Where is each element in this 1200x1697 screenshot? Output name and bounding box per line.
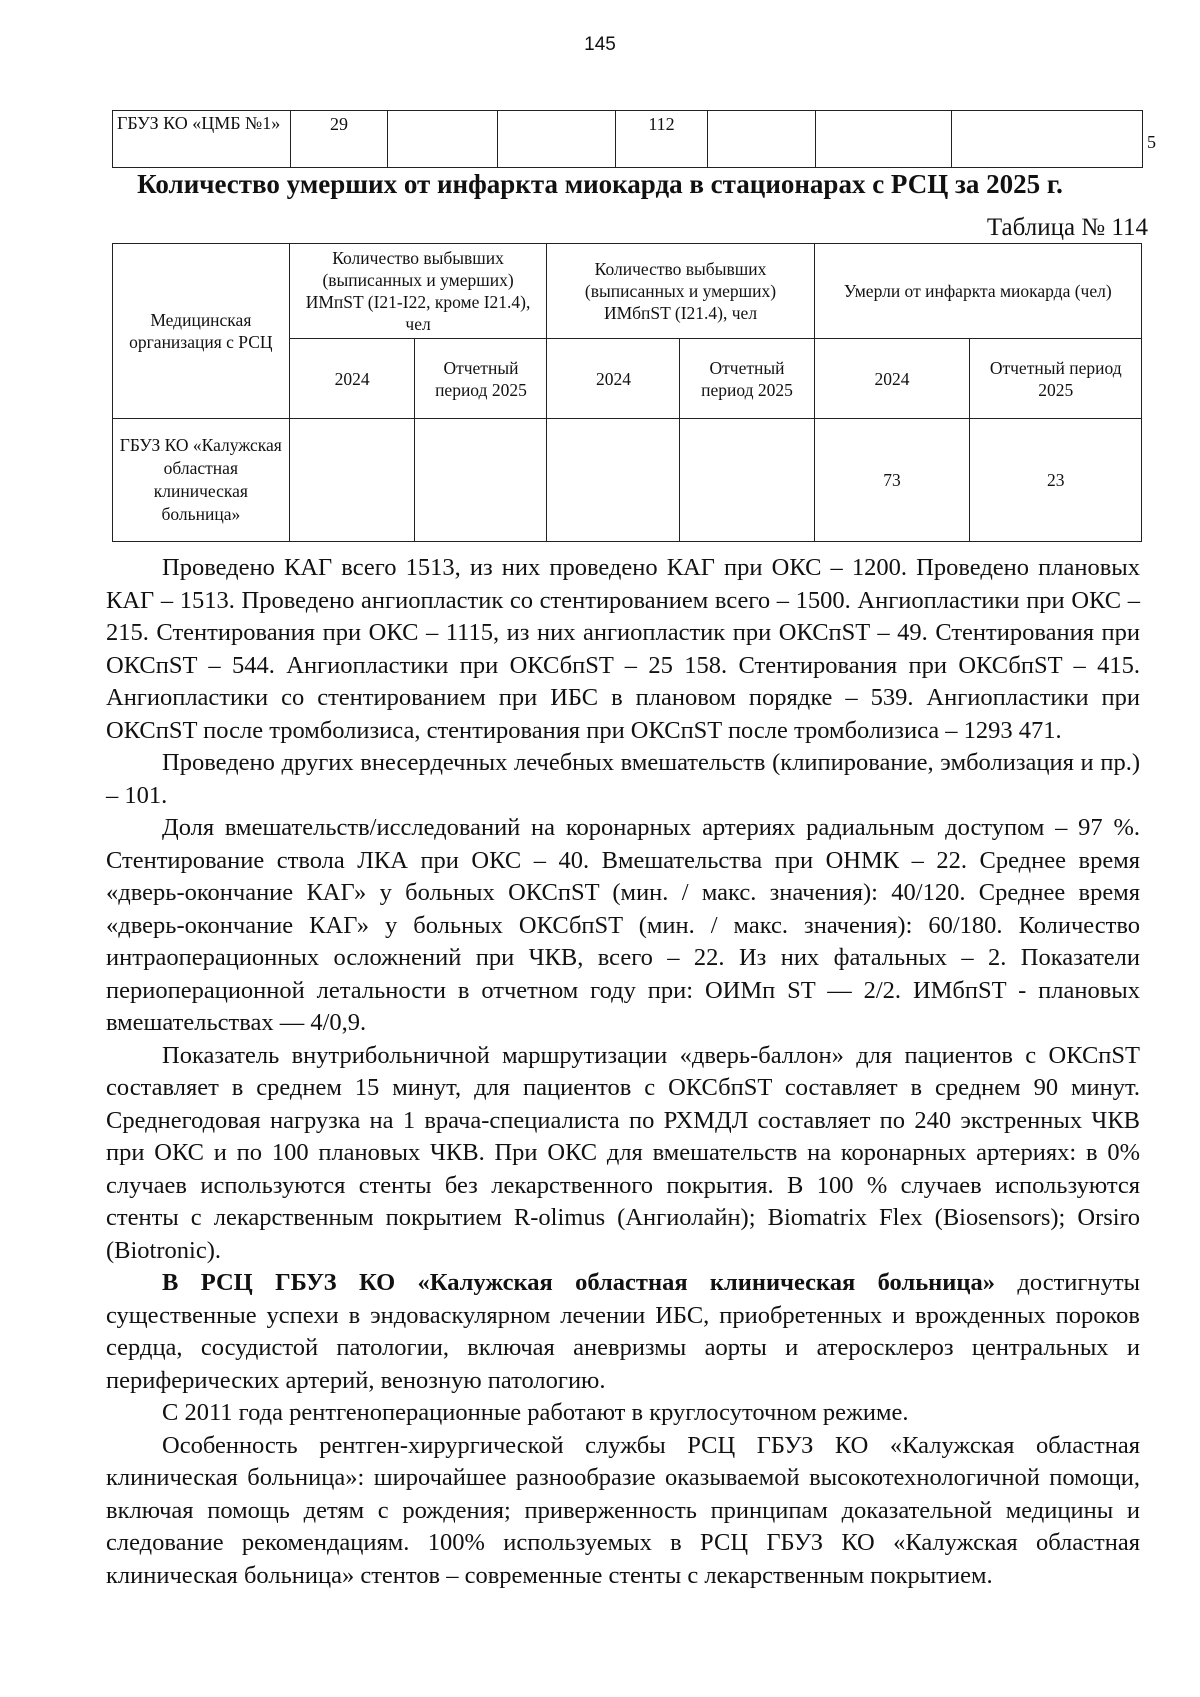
continued-table [112, 110, 1156, 168]
table-cell-org: ГБУЗ КО «Калужская областная клиническая больница» [113, 419, 290, 542]
table-label: Таблица № 114 [986, 214, 1148, 241]
table-cell [547, 419, 680, 542]
mortality-table [112, 243, 1142, 542]
table-cell [708, 111, 816, 168]
table-row [113, 419, 1142, 542]
paragraph: С 2011 года рентгеноперационные работают в круглосуточном режиме. [162, 1399, 909, 1426]
header-group-imbpst: Количество выбывших (выписанных и умерших) ИМбпST (I21.4), чел [547, 244, 814, 339]
table-cell-org: ГБУЗ КО «ЦМБ №1» [113, 111, 291, 168]
subheader-cell: Отчетный период 2025 [970, 339, 1142, 419]
table-cell [388, 111, 498, 168]
subheader-cell: Отчетный период 2025 [680, 339, 814, 419]
table-cell [952, 111, 1143, 168]
table-cell [498, 111, 616, 168]
header-group-deaths: Умерли от инфаркта миокарда (чел) [814, 244, 1141, 339]
paragraph: Доля вмешательств/исследований на коронарных артериях радиальным доступом – 97 %. Стентирование ствола ЛКА при ОКС – 40. Вмешательства при ОНМК – 22. Среднее время «дверь-окончание КАГ» у больных ОКСпST (мин. / макс. значения): 40/120. Среднее время «дверь-окончание КАГ» у больных ОКСбпST (мин. / макс. значения): 60/180. Количество интраоперационных осложнений при ЧКВ, всего – 22. Из них фатальных – 2. Показатели периоперационной летальности в отчетном году при: ОИМп ST — 2/2. ИМбпST - плановых вмешательствах — 4/0,9. [106, 814, 1140, 1036]
table-cell: 29 [291, 111, 388, 168]
subheader-cell: Отчетный период 2025 [415, 339, 547, 419]
table-cell: 23 [970, 419, 1142, 542]
table-cell: 73 [814, 419, 970, 542]
header-org: Медицинская организация с РСЦ [113, 244, 290, 419]
table-cell [680, 419, 814, 542]
table-cell: 112 [616, 111, 708, 168]
page-number: 145 [584, 34, 616, 55]
paragraph: Проведено других внесердечных лечебных вмешательств (клипирование, эмболизация и пр.) – 101. [106, 749, 1140, 809]
paragraph [106, 1267, 1140, 1397]
subheader-cell: 2024 [289, 339, 415, 419]
subheader-cell: 2024 [814, 339, 970, 419]
table-cell [289, 419, 415, 542]
table-cell [816, 111, 952, 168]
table-cell [415, 419, 547, 542]
table-header-row [113, 244, 1142, 339]
table-row: ГБУЗ КО «ЦМБ №1» 29 112 5 [113, 111, 1143, 168]
header-group-impst: Количество выбывших (выписанных и умерших) ИМпST (I21-I22, кроме I21.4), чел [289, 244, 547, 339]
paragraph-rest: достигнуты существенные успехи в эндоваскулярном лечении ИБС, приобретенных и врожденных пороков сердца, сосудистой патологии, включая аневризмы аорты и атеросклероз центральных и периферических артерий, венозную патологию. [106, 1269, 1140, 1394]
section-title: Количество умерших от инфаркта миокарда в стационарах с РСЦ за 2025 г. [137, 169, 1063, 199]
paragraph-bold-lead: В РСЦ ГБУЗ КО «Калужская областная клиническая больница» [162, 1269, 996, 1296]
paragraph: Проведено КАГ всего 1513, из них проведено КАГ при ОКС – 1200. Проведено плановых КАГ – 1513. Проведено ангиопластик со стентированием всего – 1500. Ангиопластики при ОКС – 215. Стентирования при ОКС – 1115, из них ангиопластик при ОКСпST – 49. Стентирования при ОКСпST – 544. Ангиопластики при ОКСбпST – 25 158. Стентирования при ОКСбпST – 415. Ангиопластики со стентированием при ИБС в плановом порядке – 539. Ангиопластики при ОКСпST после тромболизиса, стентирования при ОКСпST после тромболизиса – 1293 471. [106, 554, 1140, 744]
paragraph: Показатель внутрибольничной маршрутизации «дверь-баллон» для пациентов с ОКСпST составляет в среднем 15 минут, для пациентов с ОКСбпST составляет в среднем 90 минут. Среднегодовая нагрузка на 1 врача-специалиста по РХМДЛ составляет по 240 экстренных ЧКВ при ОКС и по 100 плановых ЧКВ. При ОКС для вмешательств на коронарных артериях: в 0% случаев используются стенты без лекарственного покрытия. В 100 % случаев используются стенты с лекарственным покрытием R-olimus (Ангиолайн); Biomatrix Flex (Biosensors); Orsiro (Biotronic). [106, 1041, 1140, 1264]
subheader-cell: 2024 [547, 339, 680, 419]
body-text [106, 552, 1140, 1592]
paragraph: Особенность рентген-хирургической службы РСЦ ГБУЗ КО «Калужская областная клиническая больница»: широчайшее разнообразие оказываемой высокотехнологичной помощи, включая помощь детям с рождения; приверженность принципам доказательной медицины и следование рекомендациям. 100% используемых в РСЦ ГБУЗ КО «Калужская областная клиническая больница» стентов – современные стенты с лекарственным покрытием. [106, 1431, 1140, 1589]
